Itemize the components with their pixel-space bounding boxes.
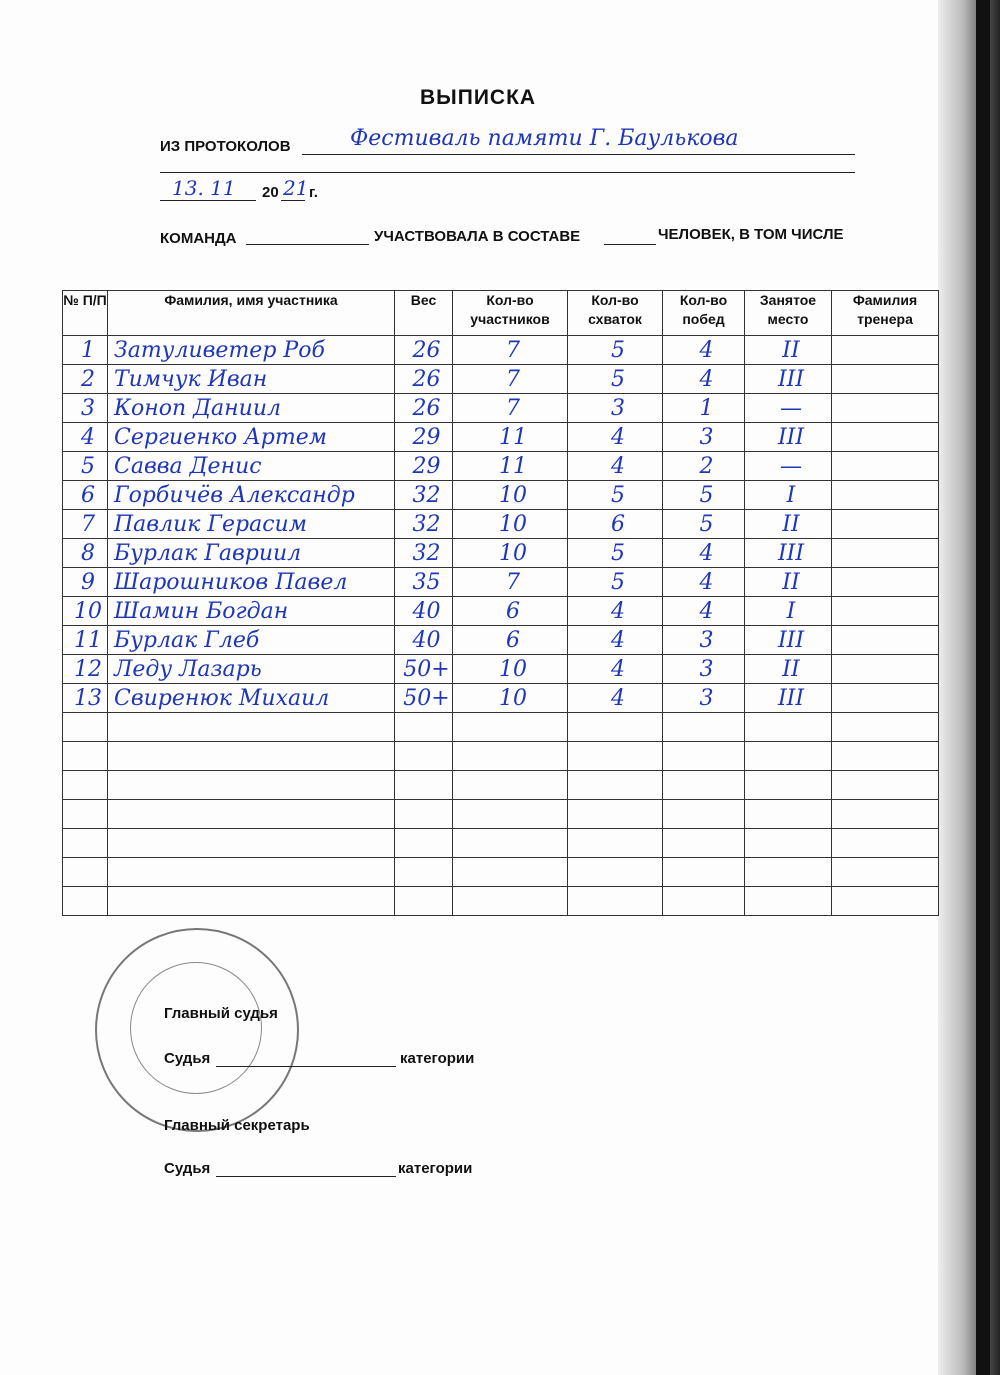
empty-cell <box>395 887 453 916</box>
chief-secretary-label: Главный секретарь <box>164 1117 310 1134</box>
coach-cell <box>832 365 939 394</box>
chief-judge-label: Главный судья <box>164 1005 278 1022</box>
row-number: 8 <box>63 539 108 568</box>
header-participants: Кол-во участников <box>453 291 568 336</box>
header-number: № П/П <box>63 291 108 336</box>
empty-cell <box>568 713 663 742</box>
coach-cell <box>832 858 939 887</box>
participant-name: Леду Лазарь <box>108 655 395 684</box>
empty-cell <box>453 771 568 800</box>
participants-count: 10 <box>453 684 568 713</box>
bouts-count: 5 <box>568 336 663 365</box>
header-bouts: Кол-во схваток <box>568 291 663 336</box>
wins-count: 5 <box>663 510 745 539</box>
protocols-underline-2 <box>160 154 855 173</box>
header-row <box>63 291 939 336</box>
row-number: 3 <box>63 394 108 423</box>
participant-name: Бурлак Глеб <box>108 626 395 655</box>
participant-name: Павлик Герасим <box>108 510 395 539</box>
weight: 29 <box>395 452 453 481</box>
coach-cell <box>832 713 939 742</box>
empty-cell <box>663 887 745 916</box>
empty-cell <box>453 742 568 771</box>
empty-cell <box>108 800 395 829</box>
header-wins: Кол-во побед <box>663 291 745 336</box>
table-row <box>63 858 939 887</box>
table-row <box>63 771 939 800</box>
row-number: 11 <box>63 626 108 655</box>
table-row <box>63 742 939 771</box>
date-day-month: 13. 11 <box>172 176 236 200</box>
participant-name: Свиренюк Михаил <box>108 684 395 713</box>
bouts-count: 4 <box>568 684 663 713</box>
place: — <box>745 452 832 481</box>
empty-cell <box>395 713 453 742</box>
weight: 29 <box>395 423 453 452</box>
header-place: Занятое место <box>745 291 832 336</box>
empty-cell <box>663 800 745 829</box>
participant-name: Тимчук Иван <box>108 365 395 394</box>
empty-cell <box>745 713 832 742</box>
participants-count: 7 <box>453 365 568 394</box>
empty-cell <box>108 829 395 858</box>
empty-cell <box>568 887 663 916</box>
coach-cell <box>832 510 939 539</box>
coach-cell <box>832 539 939 568</box>
empty-cell <box>745 829 832 858</box>
weight: 32 <box>395 481 453 510</box>
empty-cell <box>395 742 453 771</box>
category-label-2: категории <box>398 1160 473 1177</box>
place: II <box>745 510 832 539</box>
empty-cell <box>63 771 108 800</box>
place: III <box>745 423 832 452</box>
bouts-count: 6 <box>568 510 663 539</box>
table-row <box>63 887 939 916</box>
wins-count: 3 <box>663 684 745 713</box>
wins-count: 3 <box>663 423 745 452</box>
empty-cell <box>63 800 108 829</box>
weight: 40 <box>395 626 453 655</box>
table-row <box>63 684 939 713</box>
judge-label-1: Судья <box>164 1050 211 1067</box>
participants-count: 10 <box>453 510 568 539</box>
empty-cell <box>745 887 832 916</box>
participants-count: 6 <box>453 597 568 626</box>
row-number: 12 <box>63 655 108 684</box>
participants-count: 7 <box>453 336 568 365</box>
empty-cell <box>63 829 108 858</box>
wins-count: 3 <box>663 626 745 655</box>
empty-cell <box>453 713 568 742</box>
bouts-count: 4 <box>568 626 663 655</box>
wins-count: 4 <box>663 336 745 365</box>
participants-count: 6 <box>453 626 568 655</box>
table-row <box>63 568 939 597</box>
coach-cell <box>832 829 939 858</box>
participant-name: Савва Денис <box>108 452 395 481</box>
row-number: 10 <box>63 597 108 626</box>
table-row <box>63 423 939 452</box>
place: III <box>745 539 832 568</box>
judge-underline-1 <box>216 1050 396 1067</box>
table-row <box>63 365 939 394</box>
place: II <box>745 568 832 597</box>
header-weight: Вес <box>395 291 453 336</box>
weight: 26 <box>395 336 453 365</box>
bouts-count: 5 <box>568 568 663 597</box>
bouts-count: 4 <box>568 655 663 684</box>
date-g: г. <box>309 184 318 201</box>
coach-cell <box>832 568 939 597</box>
empty-cell <box>395 829 453 858</box>
judge-label-2: Судья <box>164 1160 211 1177</box>
scan-edge-dark <box>976 0 990 1375</box>
wins-count: 2 <box>663 452 745 481</box>
participant-name: Шарошников Павел <box>108 568 395 597</box>
empty-cell <box>108 771 395 800</box>
coach-cell <box>832 771 939 800</box>
table-row <box>63 713 939 742</box>
table-row <box>63 800 939 829</box>
round-stamp-inner <box>130 962 262 1094</box>
empty-cell <box>663 858 745 887</box>
participants-count: 10 <box>453 655 568 684</box>
coach-cell <box>832 394 939 423</box>
bouts-count: 5 <box>568 539 663 568</box>
empty-cell <box>663 742 745 771</box>
protocols-label: ИЗ ПРОТОКОЛОВ <box>160 138 291 155</box>
wins-count: 4 <box>663 539 745 568</box>
category-label-1: категории <box>400 1050 475 1067</box>
team-label: КОМАНДА <box>160 230 237 247</box>
table-row <box>63 452 939 481</box>
document-title: ВЫПИСКА <box>420 86 537 109</box>
participant-name: Горбичёв Александр <box>108 481 395 510</box>
coach-cell <box>832 655 939 684</box>
table-row <box>63 336 939 365</box>
empty-cell <box>63 713 108 742</box>
coach-cell <box>832 800 939 829</box>
empty-cell <box>568 742 663 771</box>
place: I <box>745 597 832 626</box>
empty-cell <box>63 858 108 887</box>
coach-cell <box>832 742 939 771</box>
empty-cell <box>108 742 395 771</box>
scan-edge-shadow <box>938 0 1000 1375</box>
participants-count: 11 <box>453 423 568 452</box>
empty-cell <box>568 829 663 858</box>
bouts-count: 5 <box>568 481 663 510</box>
place: — <box>745 394 832 423</box>
empty-cell <box>663 829 745 858</box>
place: I <box>745 481 832 510</box>
participant-name: Шамин Богдан <box>108 597 395 626</box>
row-number: 6 <box>63 481 108 510</box>
row-number: 1 <box>63 336 108 365</box>
table-row <box>63 481 939 510</box>
weight: 26 <box>395 394 453 423</box>
weight: 35 <box>395 568 453 597</box>
empty-cell <box>453 829 568 858</box>
place: II <box>745 655 832 684</box>
empty-cell <box>395 771 453 800</box>
bouts-count: 4 <box>568 423 663 452</box>
participants-count: 10 <box>453 539 568 568</box>
empty-cell <box>663 771 745 800</box>
participants-count: 7 <box>453 568 568 597</box>
empty-cell <box>453 858 568 887</box>
row-number: 2 <box>63 365 108 394</box>
count-underline <box>604 226 656 245</box>
empty-cell <box>108 887 395 916</box>
table-row <box>63 510 939 539</box>
empty-cell <box>568 771 663 800</box>
results-table <box>62 290 939 916</box>
participated-label: УЧАСТВОВАЛА В СОСТАВЕ <box>374 228 581 245</box>
row-number: 7 <box>63 510 108 539</box>
coach-cell <box>832 887 939 916</box>
coach-cell <box>832 336 939 365</box>
wins-count: 5 <box>663 481 745 510</box>
place: II <box>745 336 832 365</box>
participants-count: 11 <box>453 452 568 481</box>
empty-cell <box>745 800 832 829</box>
empty-cell <box>745 742 832 771</box>
weight: 40 <box>395 597 453 626</box>
wins-count: 3 <box>663 655 745 684</box>
weight: 26 <box>395 365 453 394</box>
coach-cell <box>832 452 939 481</box>
wins-count: 4 <box>663 365 745 394</box>
table-row <box>63 394 939 423</box>
place: III <box>745 626 832 655</box>
bouts-count: 5 <box>568 365 663 394</box>
coach-cell <box>832 423 939 452</box>
bouts-count: 3 <box>568 394 663 423</box>
place: III <box>745 365 832 394</box>
weight: 32 <box>395 510 453 539</box>
table-row <box>63 626 939 655</box>
weight: 32 <box>395 539 453 568</box>
participant-name: Коноп Даниил <box>108 394 395 423</box>
date-year-suffix: 21 <box>283 176 309 200</box>
bouts-count: 4 <box>568 597 663 626</box>
protocols-value: Фестиваль памяти Г. Баулькова <box>350 126 739 151</box>
people-label: ЧЕЛОВЕК, В ТОМ ЧИСЛЕ <box>658 226 844 243</box>
header-name: Фамилия, имя участника <box>108 291 395 336</box>
table-row <box>63 539 939 568</box>
place: III <box>745 684 832 713</box>
table-row <box>63 655 939 684</box>
row-number: 5 <box>63 452 108 481</box>
row-number: 9 <box>63 568 108 597</box>
empty-cell <box>63 887 108 916</box>
table-row <box>63 597 939 626</box>
participant-name: Бурлак Гавриил <box>108 539 395 568</box>
coach-cell <box>832 684 939 713</box>
header-coach: Фамилия тренера <box>832 291 939 336</box>
coach-cell <box>832 597 939 626</box>
year-underline <box>281 178 305 201</box>
participants-count: 7 <box>453 394 568 423</box>
date-year-prefix: 20 <box>262 184 279 201</box>
empty-cell <box>568 800 663 829</box>
empty-cell <box>745 858 832 887</box>
empty-cell <box>568 858 663 887</box>
table-row <box>63 829 939 858</box>
empty-cell <box>453 887 568 916</box>
empty-cell <box>395 858 453 887</box>
empty-cell <box>395 800 453 829</box>
row-number: 13 <box>63 684 108 713</box>
wins-count: 4 <box>663 568 745 597</box>
empty-cell <box>108 858 395 887</box>
coach-cell <box>832 481 939 510</box>
empty-cell <box>453 800 568 829</box>
coach-cell <box>832 626 939 655</box>
row-number: 4 <box>63 423 108 452</box>
participants-count: 10 <box>453 481 568 510</box>
weight: 50+ <box>395 684 453 713</box>
wins-count: 1 <box>663 394 745 423</box>
empty-cell <box>63 742 108 771</box>
participant-name: Затуливетер Роб <box>108 336 395 365</box>
judge-underline-2 <box>216 1160 396 1177</box>
empty-cell <box>745 771 832 800</box>
team-underline <box>246 226 369 245</box>
empty-cell <box>108 713 395 742</box>
empty-cell <box>663 713 745 742</box>
weight: 50+ <box>395 655 453 684</box>
wins-count: 4 <box>663 597 745 626</box>
bouts-count: 4 <box>568 452 663 481</box>
participant-name: Сергиенко Артем <box>108 423 395 452</box>
